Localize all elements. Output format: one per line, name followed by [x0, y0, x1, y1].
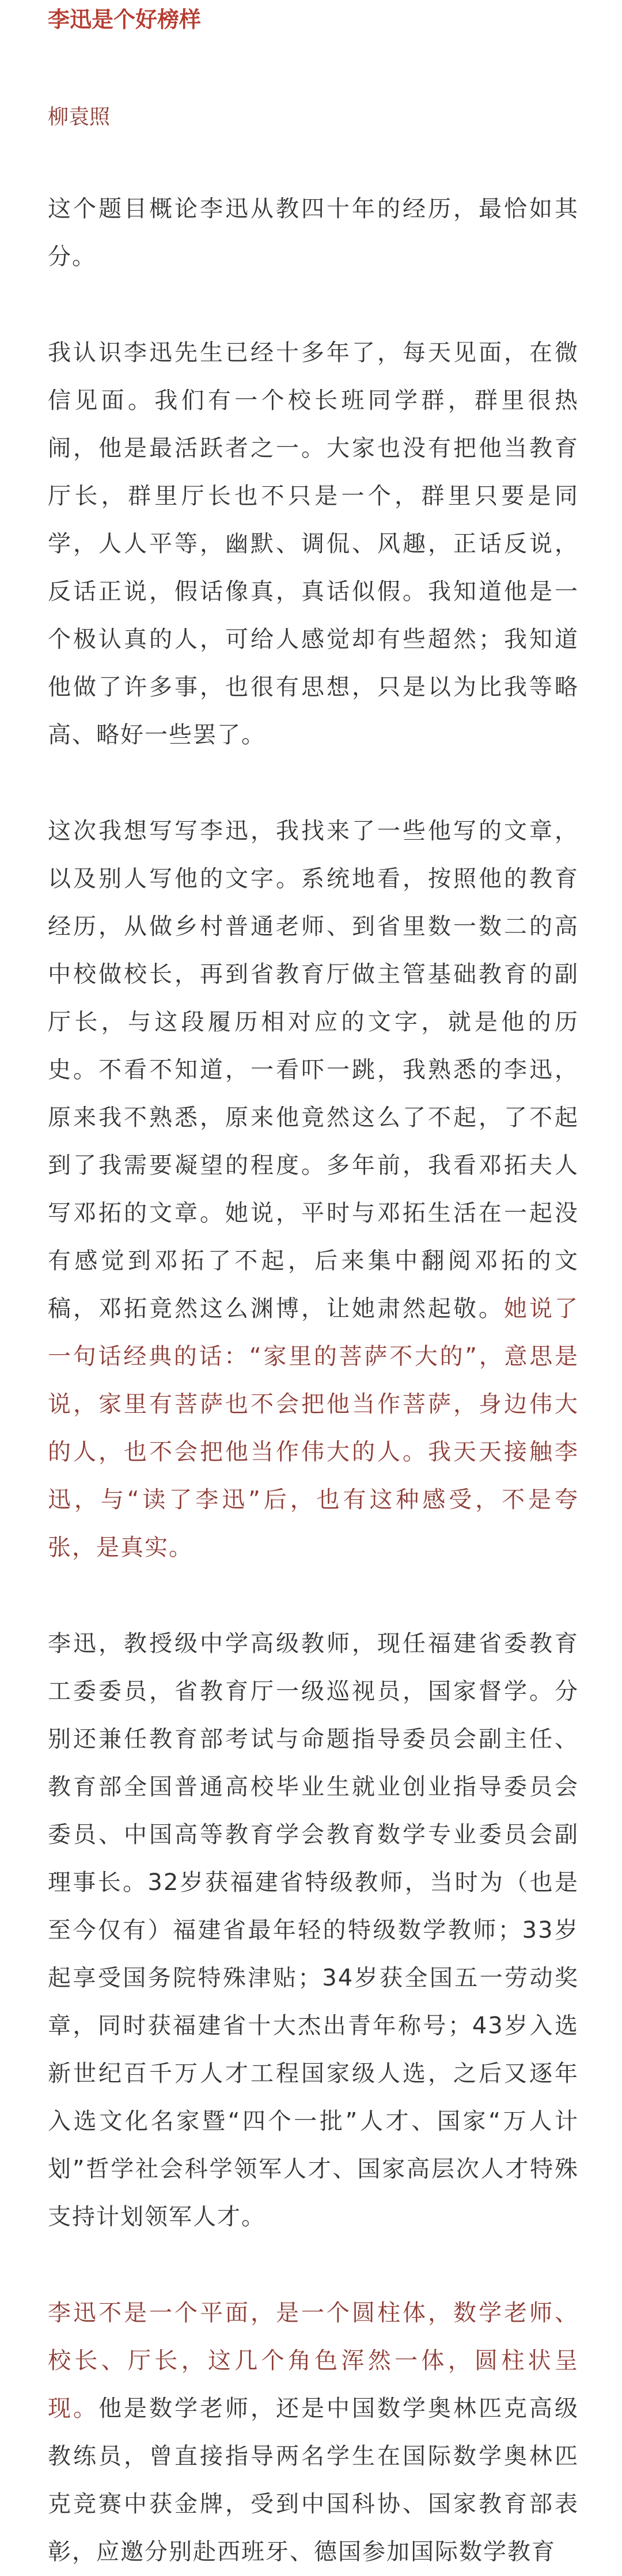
paragraph-credentials-text: 李迅，教授级中学高级教师，现任福建省委教育工委委员，省教育厅一级巡视员，国家督学。分别还兼任教育部考试与命题指导委员会副主任、教育部全国普通高校毕业生就业创业指导委员会委员、中国高等教育学会教育数学专业委员会副理事长。32岁获福建省特级教师，当时为（也是至今仅有）福建省最年轻的特级数学教师；33岁起享受国务院特殊津贴；34岁获全国五一劳动奖章，同时获福建省十大杰出青年称号；43岁入选新世纪百千万人才工程国家级人选，之后又逐年入选文化名家暨“四个一批”人才、国家“万人计划”哲学社会科学领军人才、国家高层次人才特殊支持计划领军人才。 [48, 1630, 579, 2230]
paragraph-reading [48, 807, 579, 1572]
paragraph-reading-text: 这次我想写写李迅，我找来了一些他写的文章，以及别人写他的文字。系统地看，按照他的教育经历，从做乡村普通老师、到省里数一数二的高中校做校长，再到省教育厅做主管基础教育的副厅长，与这段履历相对应的文字，就是他的历史。不看不知道，一看吓一跳，我熟悉的李迅，原来我不熟悉，原来他竟然这么了不起，了不起到了我需要凝望的程度。多年前，我看邓拓夫人写邓拓的文章。她说，平时与邓拓生活在一起没有感觉到邓拓了不起，后来集中翻阅邓拓的文稿，邓拓竟然这么渊博，让她肃然起敬。 [48, 818, 579, 1322]
article-author: 柳袁照 [48, 105, 111, 129]
paragraph-acquaintance [48, 329, 579, 759]
paragraph-credentials [48, 1620, 579, 2241]
paragraph-reading-highlight: 她说了一句话经典的话：“家里的菩萨不大的”，意思是说，家里有菩萨也不会把他当作菩萨，身边伟大的人，也不会把他当作伟大的人。我天天接触李迅，与“读了李迅”后，也有这种感受，不是夸张，是真实。 [48, 1295, 579, 1561]
paragraph-cylinder [48, 2289, 579, 2576]
paragraph-cylinder-text: 他是数学老师，还是中国数学奥林匹克高级教练员，曾直接指导两名学生在国际数学奥林匹克竞赛中获金牌，受到中国科协、国家教育部表彰，应邀分别赴西班牙、德国参加国际数学教育 [48, 2395, 579, 2565]
article-title: 李迅是个好榜样 [48, 7, 202, 32]
paragraph-intro-text: 这个题目概论李迅从教四十年的经历，最恰如其分。 [48, 196, 579, 270]
paragraph-intro [48, 185, 579, 281]
paragraph-cylinder-highlight: 李迅不是一个平面，是一个圆柱体，数学老师、校长、厅长，这几个角色浑然一体，圆柱状呈现。 [48, 2300, 579, 2422]
paragraph-acquaintance-text: 我认识李迅先生已经十多年了，每天见面，在微信见面。我们有一个校长班同学群，群里很热闹，他是最活跃者之一。大家也没有把他当教育厅长，群里厅长也不只是一个，群里只要是同学，人人平等，幽默、调侃、风趣，正话反说，反话正说，假话像真，真话似假。我知道他是一个极认真的人，可给人感觉却有些超然；我知道他做了许多事，也很有思想，只是以为比我等略高、略好一些罢了。 [48, 340, 579, 748]
